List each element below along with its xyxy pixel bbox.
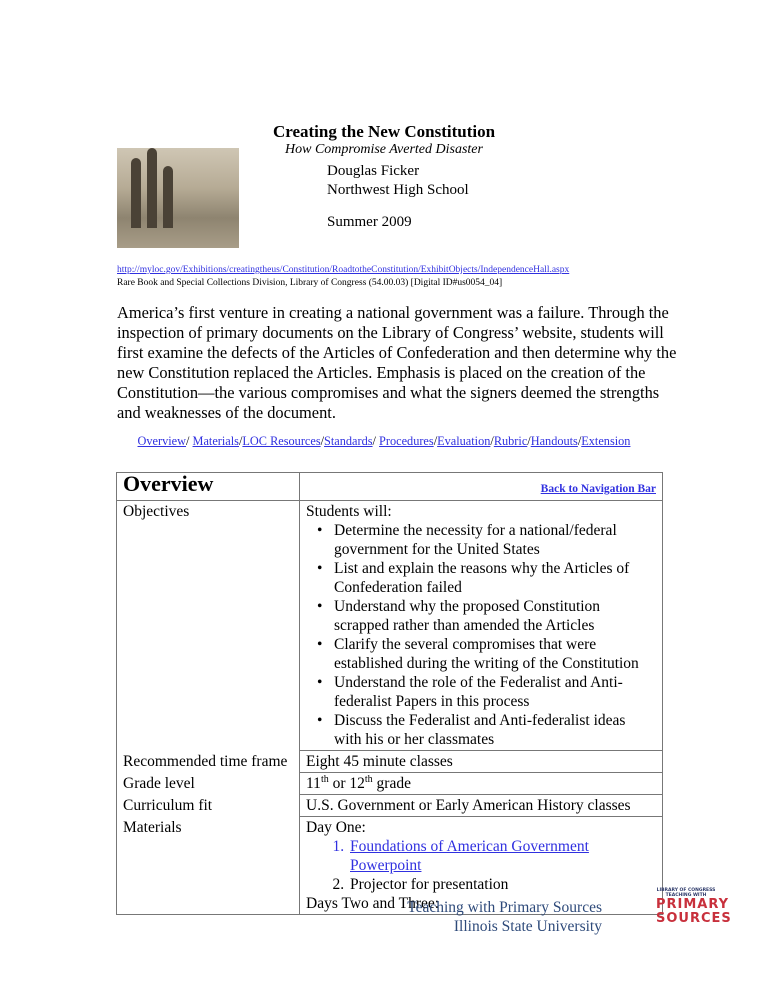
objective-item: • Determine the necessity for a national/federal government for the United States bbox=[334, 521, 656, 559]
logo-word1: PRIMARY bbox=[656, 897, 730, 912]
day-one-list bbox=[306, 837, 656, 894]
nav-materials[interactable]: Materials bbox=[192, 434, 239, 448]
nav-procedures[interactable]: Procedures bbox=[379, 434, 434, 448]
objectives-label-text: Objectives bbox=[123, 503, 190, 520]
logo-top: LIBRARY OF CONGRESS bbox=[656, 888, 716, 893]
objective-item: • Understand the role of the Federalist and Anti-federalist Papers in this process bbox=[334, 673, 656, 711]
nav-extension[interactable]: Extension bbox=[581, 434, 631, 448]
grade-sup: th bbox=[320, 773, 329, 785]
back-to-nav-link[interactable]: Back to Navigation Bar bbox=[540, 483, 656, 495]
grade-or: or bbox=[328, 775, 350, 792]
author-date: Summer 2009 bbox=[327, 214, 412, 230]
powerpoint-link[interactable]: 1. Foundations of American Government Powerpoint bbox=[348, 837, 656, 875]
grade-value bbox=[300, 773, 663, 795]
days-two-three-label: Days Two and Three: bbox=[306, 895, 440, 912]
time-value: Eight 45 minute classes bbox=[300, 751, 663, 773]
objectives-cell bbox=[300, 501, 663, 751]
materials-label: Materials bbox=[117, 817, 300, 915]
footer-line2: Illinois State University bbox=[453, 918, 602, 935]
curriculum-label: Curriculum fit bbox=[117, 795, 300, 817]
nav-loc-resources[interactable]: LOC Resources bbox=[242, 434, 321, 448]
document-title: Creating the New Constitution bbox=[272, 122, 496, 141]
curriculum-value: U.S. Government or Early American History classes bbox=[300, 795, 663, 817]
author-name: Douglas Ficker bbox=[327, 163, 420, 179]
projector-item: 2. Projector for presentation bbox=[348, 875, 656, 894]
grade-sup: th bbox=[364, 773, 373, 785]
author-school: Northwest High School bbox=[327, 182, 469, 198]
image-credit: Rare Book and Special Collections Division, Library of Congress (54.00.03) [Digital ID#us0054_04] bbox=[117, 278, 503, 288]
footer-text bbox=[407, 898, 602, 936]
logo-word2: SOURCES bbox=[656, 911, 732, 926]
grade-label: Grade level bbox=[117, 773, 300, 795]
nav-overview[interactable]: Overview bbox=[137, 434, 187, 448]
grade-11: 11 bbox=[306, 775, 321, 792]
objective-item: • Understand why the proposed Constitution scrapped rather than amended the Articles bbox=[334, 597, 656, 635]
nav-handouts[interactable]: Handouts bbox=[530, 434, 578, 448]
nav-standards[interactable]: Standards bbox=[324, 434, 373, 448]
nav-rubric[interactable]: Rubric bbox=[493, 434, 528, 448]
objective-item: • Clarify the several compromises that were established during the writing of the Constitution bbox=[334, 635, 656, 673]
overview-heading: Overview bbox=[123, 471, 214, 496]
time-label: Recommended time frame bbox=[117, 751, 300, 773]
document-subtitle: How Compromise Averted Disaster bbox=[285, 142, 483, 157]
grade-suffix: grade bbox=[372, 775, 411, 792]
objectives-label bbox=[117, 501, 300, 751]
independence-hall-image bbox=[117, 148, 239, 248]
navigation-bar: Overview/ Materials/LOC Resources/Standards/ Procedures/Evaluation/Rubric/Handouts/Extension bbox=[137, 434, 631, 448]
logo-mid: TEACHING WITH bbox=[665, 893, 707, 898]
nav-evaluation[interactable]: Evaluation bbox=[437, 434, 491, 448]
objective-item: • List and explain the reasons why the Articles of Confederation failed bbox=[334, 559, 656, 597]
objective-item: • Discuss the Federalist and Anti-federalist ideas with his or her classmates bbox=[334, 711, 656, 749]
grade-12: 12 bbox=[349, 775, 365, 792]
objectives-list bbox=[306, 521, 656, 749]
overview-table bbox=[116, 472, 663, 915]
footer-line1: Teaching with Primary Sources bbox=[407, 899, 602, 916]
objectives-intro: Students will: bbox=[306, 503, 392, 520]
day-one-label: Day One: bbox=[306, 819, 366, 836]
intro-paragraph: America’s first venture in creating a national government was a failure. Through the inspection of primary documents on the Library of Congress’ website, students will first examine the defects of the Articles of Confederation and then determine why the new Constitution replaced the Articles. Emphasis is placed on the creation of the Constitution—the various compromises and what the signers deemed the strengths and weaknesses of the document. bbox=[117, 303, 677, 422]
tps-logo bbox=[656, 888, 732, 926]
image-source-link[interactable]: http://myloc.gov/Exhibitions/creatingtheus/Constitution/RoadtotheConstitution/ExhibitObjects/IndependenceHall.aspx bbox=[117, 265, 570, 275]
